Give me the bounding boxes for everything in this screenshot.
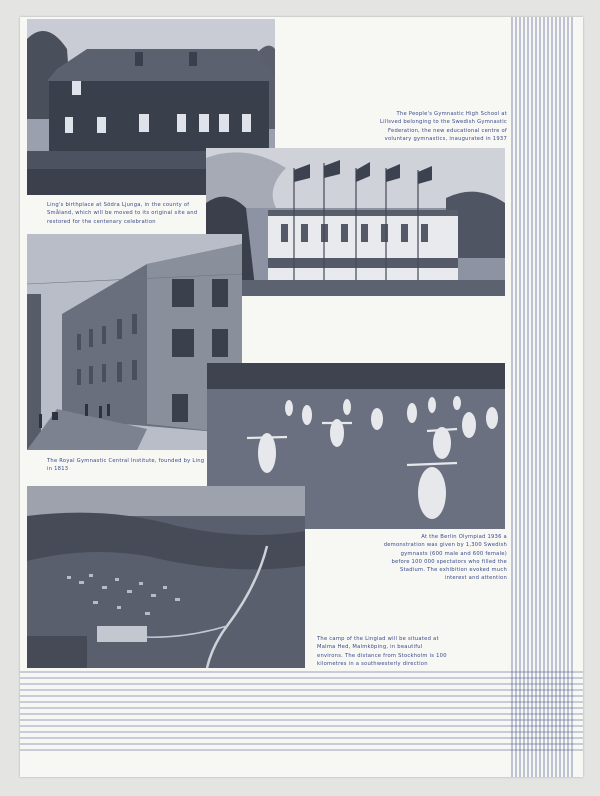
central-institute-caption: The Royal Gymnastic Central Institute, founded by Ling in 1813: [47, 458, 205, 473]
camp-aerial-photo: [27, 486, 305, 668]
brochure-page: [20, 17, 583, 777]
gymnastic-school-caption: The People's Gymnastic High School at Lillsved belonging to the Swedish Gymnastic Federation, the new educational centre of voluntary gymnastics, inaugurated in 1937: [380, 111, 507, 142]
decorative-vertical-lines: [511, 17, 583, 777]
berlin-olympiad-caption: At the Berlin Olympiad 1936 a demonstration was given by 1,300 Swedish gymnasts (600 male and 600 female) before 100 000 spectators who filled the Stadium. The exhibition evoked much interest and attention: [383, 534, 507, 582]
decorative-horizontal-lines: [20, 669, 583, 764]
gymnastic-school-photo: [206, 148, 505, 296]
birthplace-caption: Ling's birthplace at Södra Ljunga, in the county of Småland, which will be moved to its original site and restored for the centenary celebration: [47, 202, 198, 225]
camp-caption: The camp of the Lingiad will be situated at Malma Hed, Malmköping, in beautiful environs. The distance from Stockholm is 100 kilometres in a southwesterly direction: [317, 636, 447, 667]
